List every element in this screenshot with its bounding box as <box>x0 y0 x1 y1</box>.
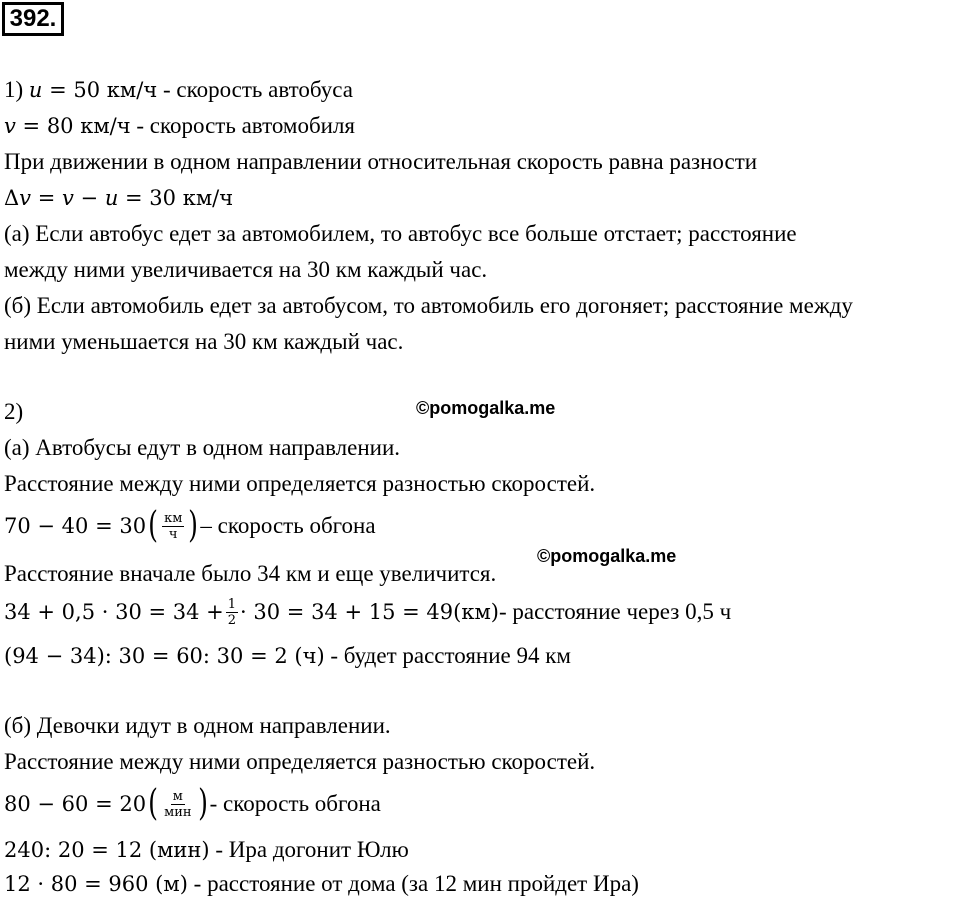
part1-line8: ними уменьшается на 30 км каждый час. <box>4 329 404 354</box>
part2a-title: (а) Автобусы едут в одном направлении. <box>4 435 401 460</box>
part2b-eq3: 12 · 80 = 960 (м) - расстояние от дома (за 12 мин пройдет Ира) <box>4 871 639 896</box>
part2b-title: (б) Девочки идут в одном направлении. <box>4 713 391 738</box>
part2a-eq2: 34 + 0,5 · 30 = 34 + $\frac{1}{2}$ · 30 = 34 + 15 = 49(км) - расстояние через 0,5 ч <box>4 596 732 628</box>
part1-line6: между ними увеличивается на 30 км каждый час. <box>4 257 488 282</box>
part1-line3: При движении в одном направлении относительная скорость равна разности <box>4 149 758 174</box>
part2a-line2: Расстояние между ними определяется разностью скоростей. <box>4 471 596 496</box>
part2a-eq1: 70 − 40 = 30 ( $\frac{км}{ч}$ ) – скорость обгона <box>4 505 376 546</box>
part2b-line2: Расстояние между ними определяется разностью скоростей. <box>4 749 596 774</box>
part2b-eq1: 80 − 60 = 20 ( $\frac{м}{\text{мин}}$ ) - скорость обгона <box>4 783 381 824</box>
part2b-eq2: 240: 20 = 12 (мин) - Ира догонит Юлю <box>4 837 409 862</box>
part1-line2: v = 80 км/ч - скорость автомобиля <box>4 113 356 138</box>
part1-line5: (а) Если автобус едет за автомобилем, то автобус все больше отстает; расстояние <box>4 221 797 246</box>
fraction-m-per-min: $\frac{м}{\text{мин}}$ <box>164 788 192 820</box>
part2a-line4: Расстояние вначале было 34 км и еще увеличится. <box>4 561 497 586</box>
part2a-eq3: (94 − 34): 30 = 60: 30 = 2 (ч) - будет расстояние 94 км <box>4 643 571 668</box>
part1-line4: Δv = v − u = 30 км/ч <box>4 186 234 210</box>
part1-line1: 1) u = 50 км/ч - скорость автобуса <box>4 77 353 102</box>
fraction-one-half: $\frac{1}{2}$ <box>227 596 237 628</box>
part1-line7: (б) Если автомобиль едет за автобусом, то автомобиль его догоняет; расстояние между <box>4 293 853 318</box>
watermark-2: ©pomogalka.me <box>537 546 677 566</box>
problem-number: 392. <box>2 2 64 36</box>
fraction-km-per-h: $\frac{км}{ч}$ <box>164 510 183 542</box>
part2-label: 2) <box>4 399 24 424</box>
watermark: ©pomogalka.me <box>416 398 556 418</box>
